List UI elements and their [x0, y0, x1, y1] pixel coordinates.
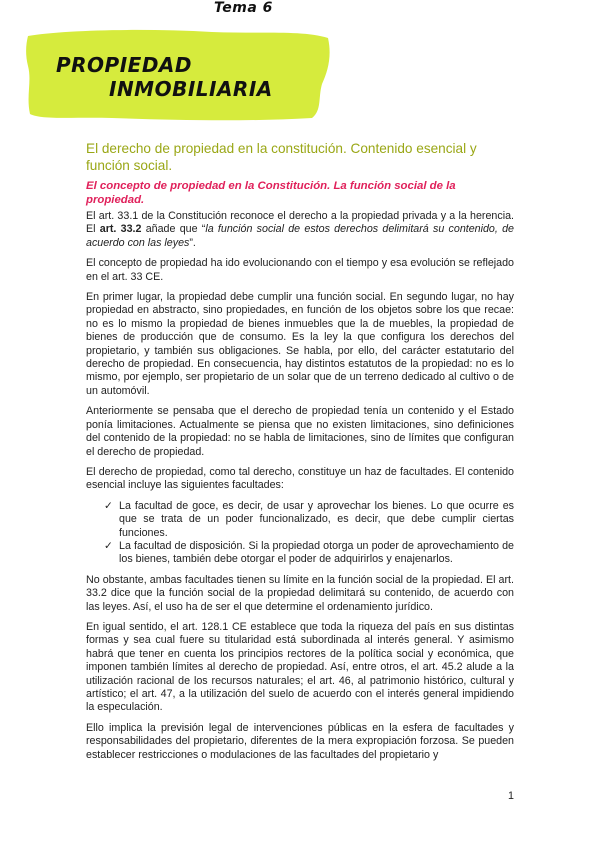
- list-item: [104, 540, 514, 567]
- p1-text-e: ”.: [189, 236, 196, 249]
- paragraph-7: En igual sentido, el art. 128.1 CE establece que toda la riqueza del país en sus distintas formas y sea cual fuere su titularidad está subordinada al interés general. Y asimismo habrá que tener en cuenta los principios rectores de la política social y económica, que imponen también límites al derecho de propiedad. Así, entre otros, el art. 45.2 alude a la utilización racional de los recursos naturales; el art. 46, al patrimonio histórico, cultural y artístico; el art. 47, a la utilización del suelo de acuerdo con el interés general impidiendo la especulación.: [86, 620, 514, 714]
- section-subheading: El concepto de propiedad en la Constitución. La función social de la propiedad.: [86, 180, 456, 206]
- list-item: [104, 500, 514, 540]
- tema-label: Tema 6: [214, 0, 273, 16]
- paragraph-2: El concepto de propiedad ha ido evolucionando con el tiempo y esa evolución se reflejado en el art. 33 CE.: [86, 257, 514, 283]
- checkmark-icon: ✓: [104, 499, 113, 512]
- page-title: [56, 53, 273, 101]
- document-body: [86, 140, 514, 769]
- title-line-1: PROPIEDAD: [56, 53, 193, 77]
- page-number: 1: [508, 790, 514, 802]
- section-heading: El derecho de propiedad en la constitución. Contenido esencial y función social.: [86, 141, 477, 173]
- p1-bold-ref: art. 33.2: [99, 223, 142, 236]
- p1-text-a: El art. 33.1 de la Constitución reconoce el derecho a la propiedad privada y a la herencia. El: [86, 210, 514, 236]
- checkmark-icon: ✓: [104, 539, 113, 552]
- paragraph-3: En primer lugar, la propiedad debe cumplir una función social. En segundo lugar, no hay propiedad en abstracto, sino propiedades, en función de los objetos sobre los que recae: no es lo mismo la propiedad de bienes inmuebles que la de muebles, la propiedad de bienes de producción que de consumo. Es la ley la que configura los derechos del propietario, y también sus obligaciones. Se habla, por ello, del carácter estatutario del derecho de propiedad. En consecuencia, hay distintos estatutos de la propiedad: no es lo mismo, por ejemplo, ser propietario de un solar que de un terreno dedicado al cultivo o de un automóvil.: [86, 291, 514, 397]
- list-item-text: La facultad de goce, es decir, de usar y aprovechar los bienes. Lo que ocurre es que se trata de un poder funcionalizado, es decir, que debe cumplir ciertas funciones.: [119, 499, 514, 539]
- paragraph-4: Anteriormente se pensaba que el derecho de propiedad tenía un contenido y el Estado ponía limitaciones. Actualmente se piensa que no existen limitaciones, sino definiciones del contenido de la propiedad: no se habla de limitaciones, sino de límites que configuran el derecho de propiedad.: [86, 405, 514, 458]
- paragraph-5: El derecho de propiedad, como tal derecho, constituye un haz de facultades. El contenido esencial incluye las siguientes facultades:: [86, 465, 514, 492]
- title-line-2: INMOBILIARIA: [109, 77, 273, 101]
- list-item-text: La facultad de disposición. Si la propiedad otorga un poder de aprovechamiento de los bienes, también debe otorgar el poder de adquirirlos y enajenarlos.: [119, 539, 514, 566]
- p1-quote: la función social de estos derechos delimitará su contenido, de acuerdo con las leyes: [86, 223, 514, 249]
- title-banner: [22, 26, 334, 124]
- p1-text-c: añade que “: [141, 223, 206, 236]
- paragraph-6: No obstante, ambas facultades tienen su límite en la función social de la propiedad. El art. 33.2 dice que la función social de la propiedad delimitará su contenido, de acuerdo con las leyes. Así, el uso ha de ser el que determine el ordenamiento jurídico.: [86, 573, 514, 613]
- paragraph-8: Ello implica la previsión legal de intervenciones públicas en la esfera de facultades y responsabilidades del propietario, diferentes de la mera expropiación forzosa. Se pueden establecer restricciones o modulaciones de las facultades del propietario y: [86, 721, 514, 761]
- facultades-list: [86, 500, 514, 567]
- paragraph-1: [86, 210, 514, 250]
